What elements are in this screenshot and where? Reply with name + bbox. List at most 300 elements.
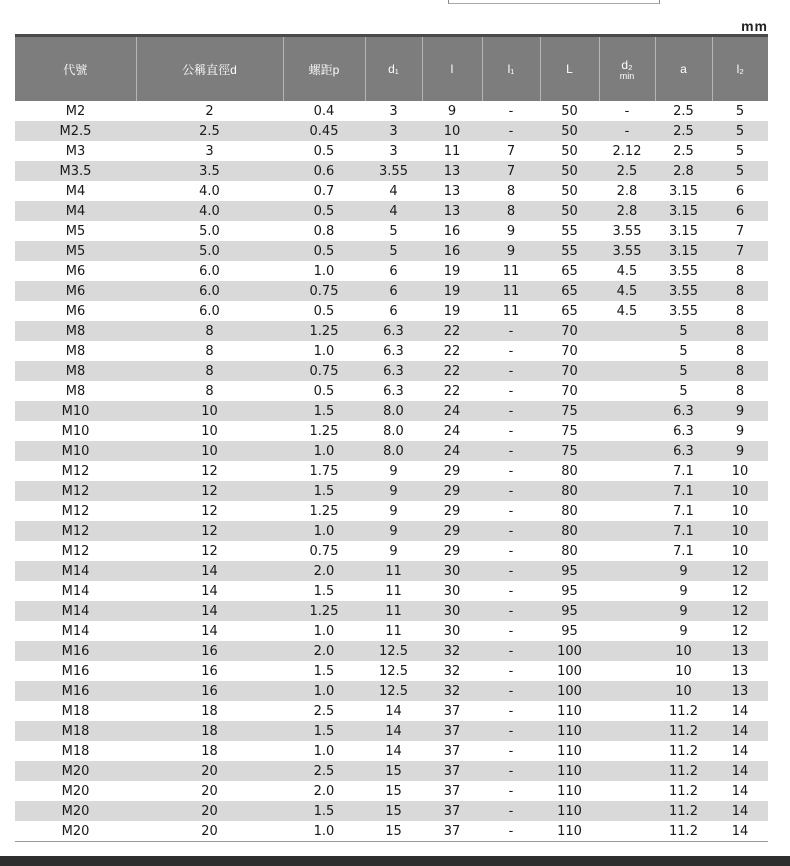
table-row bbox=[15, 221, 768, 241]
table-cell bbox=[599, 361, 655, 381]
table-cell: 6 bbox=[735, 183, 745, 199]
table-cell: 5 bbox=[712, 121, 768, 141]
table-row bbox=[15, 441, 768, 461]
table-cell: M20 bbox=[15, 821, 136, 842]
table-cell: 14 bbox=[136, 601, 283, 621]
column-header-label: L bbox=[566, 62, 573, 76]
table-cell: M5 bbox=[15, 241, 136, 261]
table-cell bbox=[599, 681, 655, 701]
table-cell: M5 bbox=[65, 223, 86, 239]
table-cell: 0.75 bbox=[283, 361, 365, 381]
table-row bbox=[15, 761, 768, 781]
table-cell: 12 bbox=[201, 543, 218, 559]
table-cell: 2.5 bbox=[599, 161, 655, 181]
table-cell: 29 bbox=[422, 481, 482, 501]
table-cell: 12 bbox=[712, 601, 768, 621]
column-header-label: d₂ bbox=[621, 57, 633, 72]
table-cell: - bbox=[508, 503, 514, 519]
table-cell: 95 bbox=[561, 583, 578, 599]
table-cell: 5 bbox=[365, 241, 422, 261]
table-cell: 6.3 bbox=[383, 383, 404, 399]
table-cell: 14 bbox=[365, 721, 422, 741]
table-cell bbox=[599, 561, 655, 581]
table-cell: 0.5 bbox=[283, 201, 365, 221]
table-row bbox=[15, 641, 768, 661]
table-cell: 4.0 bbox=[136, 201, 283, 221]
table-cell: 70 bbox=[561, 343, 578, 359]
table-cell: 12.5 bbox=[365, 641, 422, 661]
table-cell: - bbox=[508, 623, 514, 639]
table-row bbox=[15, 561, 768, 581]
table-cell: 13 bbox=[443, 183, 461, 199]
table-cell: 8 bbox=[735, 343, 745, 359]
table-cell: 7.1 bbox=[655, 521, 712, 541]
table-cell bbox=[599, 461, 655, 481]
table-cell: 8 bbox=[712, 361, 768, 381]
table-cell: M16 bbox=[15, 681, 136, 701]
table-cell: 9 bbox=[735, 423, 745, 439]
table-cell bbox=[599, 341, 655, 361]
table-cell: 14 bbox=[385, 743, 402, 759]
table-cell: 13 bbox=[422, 161, 482, 181]
table-cell: 3.15 bbox=[655, 201, 712, 221]
table-row bbox=[15, 381, 768, 401]
table-cell: M18 bbox=[61, 703, 90, 719]
table-cell: M16 bbox=[61, 663, 90, 679]
table-cell: 6.0 bbox=[199, 303, 220, 319]
table-cell: - bbox=[508, 463, 514, 479]
table-cell: 1.0 bbox=[313, 343, 335, 359]
table-cell: 7.1 bbox=[673, 543, 694, 559]
table-cell: 8 bbox=[735, 303, 745, 319]
table-cell: 6.3 bbox=[383, 343, 404, 359]
table-row bbox=[15, 721, 768, 741]
table-cell: 8 bbox=[712, 281, 768, 301]
table-cell: 2.5 bbox=[136, 121, 283, 141]
table-cell: - bbox=[482, 121, 540, 141]
table-cell: 11 bbox=[443, 143, 461, 159]
table-cell: 12.5 bbox=[365, 681, 422, 701]
table-cell: M6 bbox=[65, 263, 86, 279]
table-row bbox=[15, 421, 768, 441]
header-row bbox=[15, 36, 768, 102]
table-cell: 10 bbox=[655, 641, 712, 661]
table-cell: 22 bbox=[443, 343, 461, 359]
table-cell: M18 bbox=[61, 743, 90, 759]
table-cell: 37 bbox=[443, 743, 461, 759]
table-cell: 2.5 bbox=[673, 143, 694, 159]
table-cell: - bbox=[482, 821, 540, 842]
table-cell: 10 bbox=[136, 441, 283, 461]
table-cell: 10 bbox=[731, 463, 749, 479]
table-cell: 80 bbox=[561, 543, 578, 559]
column-header-sublabel: min bbox=[619, 70, 635, 81]
table-cell: 10 bbox=[422, 121, 482, 141]
column-header bbox=[540, 36, 599, 102]
table-cell: 100 bbox=[540, 641, 599, 661]
table-row bbox=[15, 621, 768, 641]
table-cell: M20 bbox=[61, 783, 90, 799]
table-cell: 1.25 bbox=[283, 601, 365, 621]
table-cell: 10 bbox=[712, 521, 768, 541]
table-cell: 110 bbox=[557, 703, 582, 719]
table-row bbox=[15, 101, 768, 121]
table-cell: 7 bbox=[482, 161, 540, 181]
table-cell: 10 bbox=[712, 481, 768, 501]
table-cell: 2.8 bbox=[616, 183, 638, 199]
table-cell: 10 bbox=[731, 503, 749, 519]
table-cell bbox=[599, 401, 655, 421]
table-row bbox=[15, 361, 768, 381]
table-row bbox=[15, 521, 768, 541]
table-cell: 6.0 bbox=[136, 281, 283, 301]
table-cell bbox=[599, 821, 655, 842]
table-cell: 80 bbox=[540, 481, 599, 501]
table-cell: - bbox=[482, 361, 540, 381]
table-cell: 6.3 bbox=[365, 321, 422, 341]
table-cell: 30 bbox=[422, 601, 482, 621]
table-cell: 37 bbox=[422, 721, 482, 741]
table-cell: - bbox=[508, 583, 514, 599]
table-cell: 11.2 bbox=[669, 783, 698, 799]
table-cell: 30 bbox=[422, 561, 482, 581]
table-cell: - bbox=[508, 783, 514, 799]
table-cell: 11 bbox=[385, 583, 402, 599]
table-cell: - bbox=[482, 801, 540, 821]
table-cell: - bbox=[482, 761, 540, 781]
table-cell: 1.0 bbox=[313, 743, 335, 759]
column-header bbox=[15, 36, 136, 102]
column-header bbox=[599, 36, 655, 102]
table-cell: 2.5 bbox=[313, 703, 335, 719]
table-cell: 0.5 bbox=[283, 241, 365, 261]
table-cell: M10 bbox=[61, 423, 90, 439]
table-cell: 24 bbox=[443, 423, 461, 439]
table-cell: M12 bbox=[15, 481, 136, 501]
table-cell: 14 bbox=[712, 801, 768, 821]
table-row bbox=[15, 821, 768, 842]
table-cell: 14 bbox=[712, 761, 768, 781]
table-cell: 1.0 bbox=[313, 263, 335, 279]
table-cell: - bbox=[482, 321, 540, 341]
table-cell: 19 bbox=[443, 263, 461, 279]
table-cell: 110 bbox=[557, 783, 582, 799]
table-cell bbox=[599, 601, 655, 621]
table-cell: 32 bbox=[443, 663, 461, 679]
table-row bbox=[15, 161, 768, 181]
table-row bbox=[15, 241, 768, 261]
table-cell: 70 bbox=[540, 361, 599, 381]
table-cell: 20 bbox=[136, 821, 283, 842]
table-cell: M10 bbox=[15, 401, 136, 421]
table-cell: 100 bbox=[557, 663, 582, 679]
table-cell: 18 bbox=[136, 721, 283, 741]
table-cell: 7 bbox=[712, 241, 768, 261]
table-cell: 9 bbox=[482, 241, 540, 261]
table-cell: 14 bbox=[712, 821, 768, 842]
table-cell: 9 bbox=[679, 583, 688, 599]
table-cell: 2.5 bbox=[283, 761, 365, 781]
table-cell: 95 bbox=[540, 601, 599, 621]
table-cell: 11.2 bbox=[655, 761, 712, 781]
table-cell: 6.3 bbox=[673, 423, 694, 439]
table-cell: 11 bbox=[365, 601, 422, 621]
table-cell: M6 bbox=[15, 281, 136, 301]
table-cell: 0.5 bbox=[313, 143, 335, 159]
table-cell: 3 bbox=[389, 103, 398, 119]
table-cell: 1.5 bbox=[313, 663, 335, 679]
table-cell: M12 bbox=[61, 503, 90, 519]
table-row bbox=[15, 481, 768, 501]
table-cell: 10 bbox=[201, 423, 218, 439]
table-cell: 3.55 bbox=[365, 161, 422, 181]
table-cell: 8 bbox=[735, 383, 745, 399]
table-cell: 1.0 bbox=[283, 441, 365, 461]
table-cell: - bbox=[599, 121, 655, 141]
table-cell bbox=[599, 421, 655, 441]
column-header-label: a bbox=[680, 62, 687, 76]
column-header-label: 公稱直徑d bbox=[182, 62, 237, 77]
table-cell: 6 bbox=[712, 201, 768, 221]
table-cell: 4.5 bbox=[616, 303, 638, 319]
table-cell: 14 bbox=[712, 721, 768, 741]
table-cell: 18 bbox=[201, 703, 218, 719]
table-cell: 8 bbox=[136, 321, 283, 341]
table-cell: 0.5 bbox=[313, 303, 335, 319]
table-cell: 14 bbox=[731, 703, 749, 719]
table-cell: M8 bbox=[15, 321, 136, 341]
table-cell: 1.0 bbox=[313, 623, 335, 639]
table-cell: 16 bbox=[201, 663, 218, 679]
table-cell: 16 bbox=[136, 681, 283, 701]
column-header-label: 螺距p bbox=[308, 62, 340, 77]
table-cell: 5 bbox=[712, 161, 768, 181]
table-cell: 8 bbox=[482, 201, 540, 221]
table-cell: 4.5 bbox=[616, 263, 638, 279]
table-cell: 2.0 bbox=[313, 783, 335, 799]
table-cell: 24 bbox=[422, 401, 482, 421]
table-cell: 75 bbox=[540, 441, 599, 461]
table-cell: M20 bbox=[15, 801, 136, 821]
table-row bbox=[15, 401, 768, 421]
table-cell: 8.0 bbox=[365, 441, 422, 461]
table-cell: 0.45 bbox=[283, 121, 365, 141]
table-row bbox=[15, 201, 768, 221]
table-row bbox=[15, 601, 768, 621]
table-cell: M18 bbox=[15, 721, 136, 741]
column-header-label: l₂ bbox=[736, 62, 744, 76]
table-cell: 9 bbox=[506, 223, 516, 239]
table-cell: 29 bbox=[443, 503, 461, 519]
table-cell: 5 bbox=[735, 143, 745, 159]
table-cell: 5 bbox=[655, 361, 712, 381]
table-row bbox=[15, 301, 768, 321]
table-cell: M2.5 bbox=[15, 121, 136, 141]
table-cell: M14 bbox=[61, 623, 90, 639]
table-cell: 75 bbox=[540, 401, 599, 421]
table-cell: 8.0 bbox=[383, 423, 404, 439]
top-bracket-fragment bbox=[448, 0, 660, 4]
table-cell: - bbox=[482, 681, 540, 701]
table-cell: 6.0 bbox=[199, 263, 220, 279]
table-cell: - bbox=[482, 521, 540, 541]
table-cell: 1.0 bbox=[283, 681, 365, 701]
table-cell: - bbox=[508, 703, 514, 719]
table-cell: M10 bbox=[15, 441, 136, 461]
column-header bbox=[283, 36, 365, 102]
table-cell: 65 bbox=[561, 303, 578, 319]
table-cell: 2.0 bbox=[283, 561, 365, 581]
table-cell: M12 bbox=[61, 543, 90, 559]
table-cell: 11.2 bbox=[669, 743, 698, 759]
column-header bbox=[365, 36, 422, 102]
table-cell: 3.5 bbox=[136, 161, 283, 181]
table-cell: 10 bbox=[731, 543, 749, 559]
table-cell: 8.0 bbox=[365, 401, 422, 421]
table-cell: 7.1 bbox=[673, 503, 694, 519]
table-cell: 3.55 bbox=[669, 303, 698, 319]
table-cell bbox=[599, 661, 655, 681]
table-cell: M8 bbox=[65, 343, 86, 359]
table-cell: 11 bbox=[365, 561, 422, 581]
table-cell: 8 bbox=[136, 361, 283, 381]
table-cell: - bbox=[482, 721, 540, 741]
table-cell: 11.2 bbox=[669, 703, 698, 719]
table-cell: 5 bbox=[655, 321, 712, 341]
table-cell: 12 bbox=[201, 503, 218, 519]
table-cell: 11 bbox=[502, 263, 520, 279]
table-cell: 14 bbox=[201, 583, 218, 599]
table-cell: 20 bbox=[136, 761, 283, 781]
table-cell: M12 bbox=[15, 521, 136, 541]
table-row bbox=[15, 681, 768, 701]
table-cell: - bbox=[482, 441, 540, 461]
table-cell: 16 bbox=[422, 241, 482, 261]
table-cell: - bbox=[482, 601, 540, 621]
table-cell: 5 bbox=[389, 223, 398, 239]
table-cell: 95 bbox=[561, 623, 578, 639]
table-cell: 4.0 bbox=[199, 183, 220, 199]
table-cell bbox=[599, 441, 655, 461]
table-cell: 16 bbox=[443, 223, 461, 239]
table-cell: 0.75 bbox=[309, 543, 339, 559]
table-cell: 5.0 bbox=[199, 223, 220, 239]
table-cell bbox=[599, 381, 655, 401]
table-cell: M3.5 bbox=[15, 161, 136, 181]
table-cell: 0.6 bbox=[283, 161, 365, 181]
table-cell: 24 bbox=[422, 441, 482, 461]
table-cell: 5 bbox=[679, 383, 688, 399]
table-cell: M8 bbox=[65, 383, 86, 399]
table-row bbox=[15, 341, 768, 361]
table-cell bbox=[599, 701, 655, 721]
table-cell: 8 bbox=[735, 263, 745, 279]
table-row bbox=[15, 461, 768, 481]
table-row bbox=[15, 781, 768, 801]
table-cell: 70 bbox=[561, 383, 578, 399]
table-cell: 3 bbox=[365, 121, 422, 141]
table-cell: 1.5 bbox=[313, 583, 335, 599]
table-row bbox=[15, 661, 768, 681]
table-cell: 4 bbox=[389, 183, 398, 199]
table-cell: 1.5 bbox=[283, 801, 365, 821]
table-cell: 15 bbox=[385, 783, 402, 799]
table-cell: 6 bbox=[365, 281, 422, 301]
table-cell: - bbox=[508, 743, 514, 759]
table-cell: 100 bbox=[540, 681, 599, 701]
table-cell bbox=[599, 501, 655, 521]
table-cell: 110 bbox=[557, 743, 582, 759]
table-cell: 29 bbox=[422, 521, 482, 541]
column-header bbox=[482, 36, 540, 102]
table-cell: 55 bbox=[540, 241, 599, 261]
table-cell: M4 bbox=[15, 201, 136, 221]
table-cell: 2.8 bbox=[655, 161, 712, 181]
table-cell: 15 bbox=[365, 801, 422, 821]
table-cell: 50 bbox=[540, 121, 599, 141]
table-cell: 2.5 bbox=[655, 121, 712, 141]
table-cell: M8 bbox=[15, 361, 136, 381]
table-cell: 12.5 bbox=[379, 663, 408, 679]
table-cell: 9 bbox=[712, 441, 768, 461]
table-cell: 65 bbox=[540, 281, 599, 301]
table-cell: 22 bbox=[422, 321, 482, 341]
table-cell: - bbox=[508, 383, 514, 399]
table-cell: 10 bbox=[675, 663, 692, 679]
table-cell: M12 bbox=[61, 463, 90, 479]
table-cell bbox=[599, 621, 655, 641]
table-cell: M14 bbox=[61, 583, 90, 599]
table-cell: 32 bbox=[422, 641, 482, 661]
table-cell: 3.15 bbox=[655, 241, 712, 261]
table-cell: - bbox=[508, 663, 514, 679]
table-cell: 12 bbox=[731, 623, 749, 639]
table-cell: 37 bbox=[422, 761, 482, 781]
table-cell: M2 bbox=[65, 103, 86, 119]
table-cell: - bbox=[508, 103, 514, 119]
column-header bbox=[655, 36, 712, 102]
table-cell: 7.1 bbox=[655, 481, 712, 501]
table-cell: 9 bbox=[712, 401, 768, 421]
table-cell: 14 bbox=[201, 623, 218, 639]
table-cell: 9 bbox=[365, 521, 422, 541]
table-cell: 13 bbox=[422, 201, 482, 221]
table-cell: 1.5 bbox=[283, 481, 365, 501]
unit-label: mm bbox=[741, 18, 768, 34]
table-cell: 8 bbox=[205, 383, 214, 399]
table-cell bbox=[599, 761, 655, 781]
table-cell: 19 bbox=[422, 281, 482, 301]
table-cell: 65 bbox=[561, 263, 578, 279]
table-cell: 9 bbox=[389, 543, 398, 559]
table-row bbox=[15, 741, 768, 761]
table-cell: 1.25 bbox=[309, 423, 339, 439]
table-cell: 6 bbox=[389, 263, 398, 279]
table-cell: 7 bbox=[735, 223, 745, 239]
table-cell: 95 bbox=[540, 561, 599, 581]
table-cell: 8 bbox=[205, 343, 214, 359]
table-cell: 110 bbox=[540, 721, 599, 741]
table-cell: 9 bbox=[679, 623, 688, 639]
table-cell: - bbox=[624, 103, 630, 119]
table-cell: 3.55 bbox=[599, 241, 655, 261]
table-cell: 2 bbox=[205, 103, 214, 119]
table-cell: 29 bbox=[443, 543, 461, 559]
table-cell: 50 bbox=[540, 201, 599, 221]
table-cell: 10 bbox=[136, 401, 283, 421]
table-cell: 3.15 bbox=[669, 223, 698, 239]
table-cell: 4.5 bbox=[599, 281, 655, 301]
